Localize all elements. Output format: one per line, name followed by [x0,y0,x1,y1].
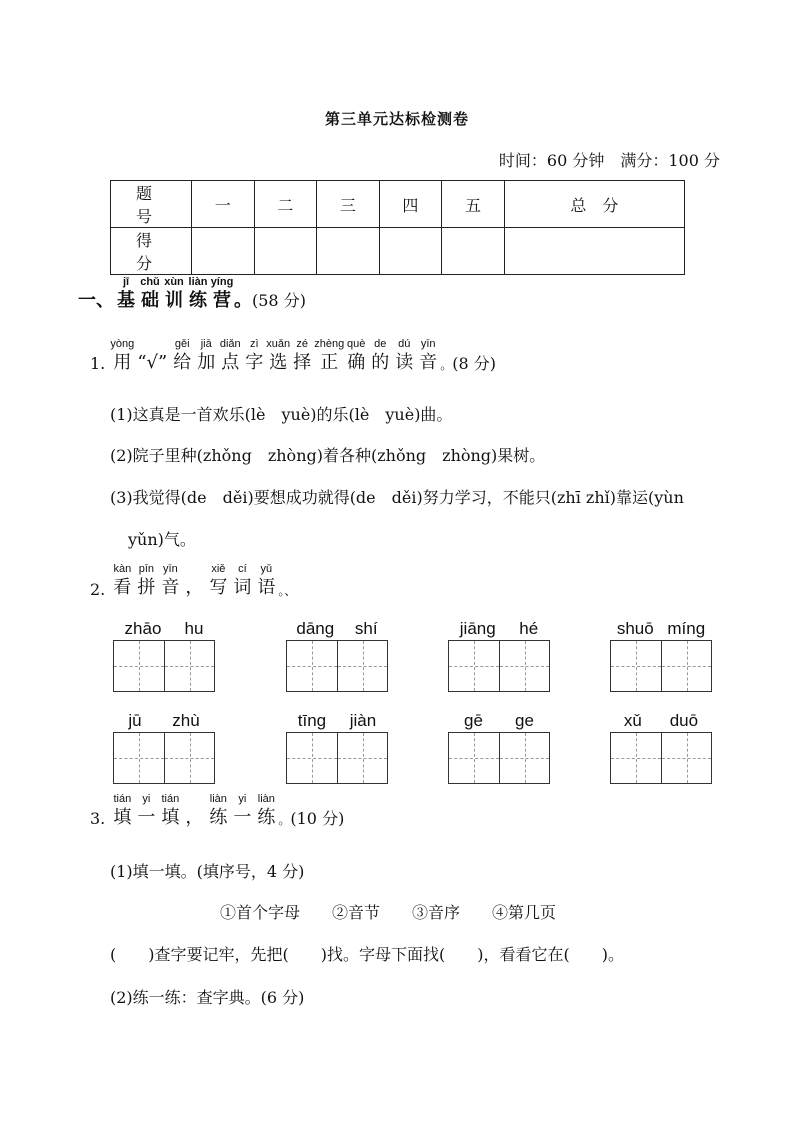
pinyin-heading [114,276,234,311]
pinyin: liàn [188,276,208,288]
tian-zi-grid [113,640,215,692]
pinyin: yīn [163,563,178,575]
tian-zi-grid [286,732,388,784]
score-input-cell[interactable] [442,228,505,275]
pinyin: yíng [210,276,234,288]
punct: 。 [234,290,252,311]
pinyin-char [218,338,242,374]
writing-cell[interactable] [114,733,164,783]
syllable: zhāo [124,619,162,638]
pinyin: zhèng [314,338,345,350]
grid-pinyin [610,710,712,732]
word-grid [610,710,712,784]
syllable: míng [667,619,706,638]
writing-cell[interactable] [337,641,387,691]
syllable: xǔ [623,711,642,730]
pinyin-char [416,338,440,374]
hanzi: 词 [233,577,252,598]
hanzi: 择 [293,352,312,373]
hanzi: 字 [245,352,264,373]
pinyin-char [314,338,344,374]
pinyin: dú [398,338,411,350]
pinyin: diǎn [219,338,241,350]
syllable: duō [669,711,699,730]
tian-zi-grid [448,732,550,784]
grid-pinyin [448,618,550,640]
hanzi: 音 [161,577,180,598]
hanzi: “√” [137,352,168,373]
writing-cell[interactable] [164,733,214,783]
score-table-header-row [111,181,685,228]
writing-cell[interactable] [449,733,499,783]
question-number: 3. [90,809,106,828]
pinyin: cí [238,563,247,575]
writing-cell[interactable] [287,641,337,691]
punct: 。、 [278,584,297,598]
pinyin: zé [296,338,309,350]
hanzi: 填 [113,807,132,828]
word-grid [448,618,550,692]
hanzi: 营 [213,290,231,311]
question-2-heading [90,563,296,599]
pinyin-char [134,338,170,374]
q1-item-3-cont: yǔn)气。 [128,530,196,549]
syllable: zhù [172,711,200,730]
word-grid [113,710,215,784]
table-cell: 总 分 [504,181,684,228]
pinyin-char [134,563,158,599]
word-grid [610,618,712,692]
hanzi: 填 [161,807,180,828]
q3-options: ①首个字母 ②音节 ③音序 ④第几页 [220,903,557,922]
tian-zi-grid [610,732,712,784]
word-grid [286,618,388,692]
pinyin-char [230,793,254,829]
hanzi: 练 [189,290,207,311]
grid-pinyin [286,618,388,640]
syllable: hu [184,619,204,638]
pinyin: tián [113,793,132,805]
pinyin: yǔ [260,563,273,575]
writing-cell[interactable] [499,641,549,691]
writing-cell[interactable] [611,733,661,783]
pinyin: jiā [200,338,212,350]
score-input-cell[interactable] [192,228,255,275]
question-1-heading [90,338,496,374]
table-cell: 四 [379,181,442,228]
grid-pinyin [610,618,712,640]
pinyin: xiě [211,563,226,575]
table-cell: 三 [317,181,380,228]
pinyin: gěi [174,338,190,350]
hanzi: 拼 [137,577,156,598]
score-input-cell[interactable] [504,228,684,275]
hanzi: 一 [137,807,156,828]
hanzi: 选 [269,352,288,373]
hanzi: ， [185,807,204,828]
hanzi: 确 [347,352,366,373]
writing-cell[interactable] [661,733,711,783]
grid-pinyin [113,710,215,732]
pinyin-char [110,563,134,599]
pinyin: pīn [138,563,154,575]
hanzi: 加 [197,352,216,373]
pinyin: zì [249,338,259,350]
pinyin: chǔ [140,276,160,288]
grid-pinyin [286,710,388,732]
q1-item-3: (3)我觉得(de děi)要想成功就得(de děi)努力学习，不能只(zhī zhǐ)靠运(yùn [110,488,684,507]
q1-item-1: (1)这真是一首欢乐(lè yuè)的乐(lè yuè)曲。 [110,405,453,424]
pinyin-char [206,563,230,599]
pinyin: yi [238,793,247,805]
pinyin: liàn [257,793,275,805]
punct: 。 [278,813,291,827]
word-grid [113,618,215,692]
pinyin: kàn [113,563,132,575]
syllable: gē [464,711,483,730]
pinyin-heading [110,793,278,828]
writing-cell[interactable] [661,641,711,691]
q3-fill-line: ( )查字要记牢，先把( )找。字母下面找( )，看看它在( )。 [110,945,624,964]
pinyin: xùn [164,276,184,288]
hanzi: 语 [257,577,276,598]
points: (8 分) [452,354,496,373]
hanzi: 给 [173,352,192,373]
syllable: shuō [616,619,654,638]
pinyin-char [110,338,134,374]
section-1-heading [78,276,306,312]
syllable: dāng [296,619,335,638]
writing-cell[interactable] [611,641,661,691]
pinyin-heading [110,563,278,599]
word-grid [286,710,388,784]
pinyin: tián [161,793,180,805]
q3-sub-1: (1)填一填。(填序号，4 分) [110,862,305,881]
hanzi: 练 [257,807,276,828]
points: (58 分) [252,291,306,310]
hanzi: 基 [117,290,135,311]
pinyin-char [242,338,266,374]
tian-zi-grid [286,640,388,692]
pinyin-char [230,563,254,599]
pinyin-char [114,276,138,312]
syllable: tīng [297,711,327,730]
points: (10 分) [290,809,345,828]
pinyin: yi [142,793,151,805]
pinyin-char [290,338,314,374]
pinyin-char [254,563,278,599]
question-3-heading [90,793,344,829]
grid-pinyin [448,710,550,732]
pinyin-char [162,276,186,312]
tian-zi-grid [448,640,550,692]
pinyin: jī [122,276,130,288]
pinyin-char [110,793,134,829]
hanzi: 正 [320,352,339,373]
table-cell: 题 号 [111,181,192,228]
score-table-score-row [111,228,685,275]
pinyin-char [158,563,182,599]
hanzi: 一 [233,807,252,828]
pinyin-char [134,793,158,829]
pinyin: yīn [420,338,436,350]
pinyin-char [186,276,210,312]
pinyin: xuǎn [266,338,291,350]
pinyin-char [170,338,194,374]
pinyin: liàn [209,793,227,805]
pinyin-heading [110,338,440,373]
table-cell: 五 [442,181,505,228]
pinyin-char [392,338,416,374]
pinyin-char [344,338,368,374]
pinyin-char [182,563,206,599]
pinyin-char [206,793,230,829]
hanzi: 训 [165,290,183,311]
grid-pinyin [113,618,215,640]
question-number: 2. [90,580,106,599]
writing-cell[interactable] [114,641,164,691]
pinyin: què [347,338,366,350]
table-cell: 一 [192,181,255,228]
pinyin-char [368,338,392,374]
writing-cell[interactable] [449,641,499,691]
syllable: jiàn [349,711,377,730]
syllable: shí [354,619,378,638]
question-number: 1. [90,354,106,373]
syllable: ge [515,711,534,730]
writing-cell[interactable] [287,733,337,783]
hanzi: 练 [209,807,228,828]
score-input-cell[interactable] [379,228,442,275]
pinyin-char [210,276,234,312]
section-number: 一、 [78,290,114,311]
syllable: jiāng [459,619,496,638]
score-table [110,180,685,275]
q1-item-2: (2)院子里种(zhǒng zhòng)着各种(zhǒng zhòng)果树。 [110,446,546,465]
hanzi: 础 [141,290,159,311]
table-cell: 二 [254,181,317,228]
pinyin: yòng [110,338,135,350]
hanzi: 用 [113,352,132,373]
pinyin-char [194,338,218,374]
hanzi: 音 [419,352,438,373]
hanzi: 看 [113,577,132,598]
q3-sub-2: (2)练一练：查字典。(6 分) [110,988,305,1007]
hanzi: ， [185,577,204,598]
hanzi: 点 [221,352,240,373]
score-input-cell[interactable] [317,228,380,275]
pinyin-char [182,793,206,829]
writing-cell[interactable] [499,733,549,783]
punct: 。 [440,358,453,372]
syllable: jū [128,711,142,730]
time-info: 时间：60 分钟 满分：100 分 [498,151,720,170]
hanzi: 的 [371,352,390,373]
pinyin-char [138,276,162,312]
hanzi: 读 [395,352,414,373]
pinyin-char [254,793,278,829]
tian-zi-grid [113,732,215,784]
score-input-cell[interactable] [254,228,317,275]
writing-cell[interactable] [164,641,214,691]
pinyin: de [374,338,387,350]
pinyin-char [158,793,182,829]
hanzi: 写 [209,577,228,598]
tian-zi-grid [610,640,712,692]
writing-cell[interactable] [337,733,387,783]
syllable: hé [519,619,539,638]
table-cell: 得 分 [111,228,192,275]
page-title: 第三单元达标检测卷 [324,110,469,128]
pinyin-char [266,338,290,374]
word-grid [448,710,550,784]
